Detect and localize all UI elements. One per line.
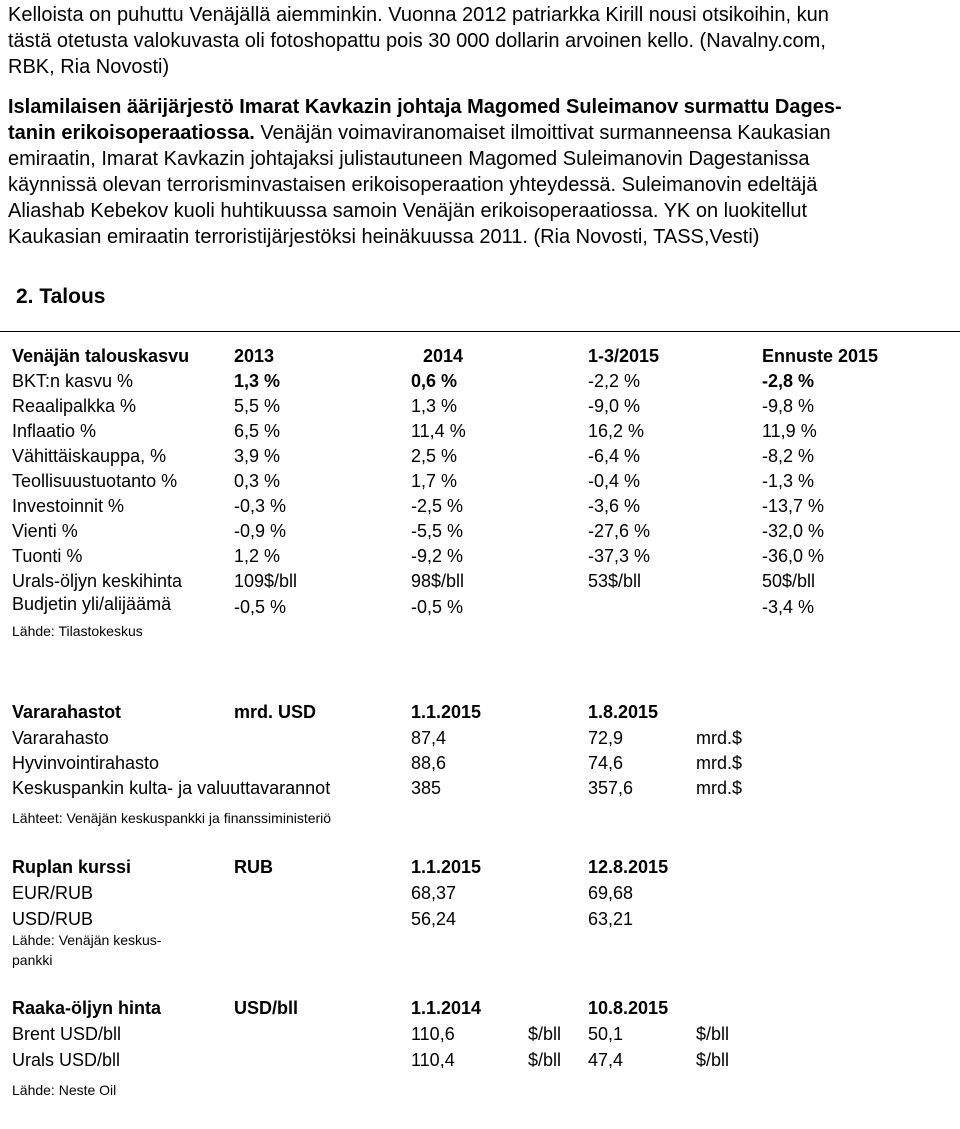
source-note: Lähde: Tilastokeskus <box>12 623 143 639</box>
table-cell: $/bll <box>696 1024 730 1044</box>
table-row <box>0 571 960 596</box>
table-header-cell: Vararahastot <box>12 702 122 722</box>
table-row <box>0 471 960 496</box>
table-cell: EUR/RUB <box>12 883 94 903</box>
table-header-cell: 1.1.2014 <box>411 998 482 1018</box>
table-cell: -3,4 % <box>762 597 815 617</box>
table-cell: 0,6 % <box>411 371 458 391</box>
table-cell: 72,9 <box>588 728 624 748</box>
table-cell: -27,6 % <box>588 521 651 541</box>
table-cell: $/bll <box>528 1024 562 1044</box>
table-cell: 11,4 % <box>411 421 466 441</box>
table-row <box>0 521 960 546</box>
table-cell: 16,2 % <box>588 421 645 441</box>
table-header-cell: RUB <box>234 857 273 877</box>
table-cell: Tuonti % <box>12 546 83 566</box>
table-header-cell: 1-3/2015 <box>588 346 660 366</box>
table-cell: 88,6 <box>411 753 447 773</box>
table-cell: Investoinnit % <box>12 496 125 516</box>
table-cell: -6,4 % <box>588 446 641 466</box>
divider-line <box>0 331 960 332</box>
table-header-cell: 10.8.2015 <box>588 998 669 1018</box>
table-header-row <box>0 998 960 1023</box>
table-cell: -37,3 % <box>588 546 651 566</box>
table-cell: mrd.$ <box>696 728 743 748</box>
table-row <box>0 421 960 446</box>
intro-line: RBK, Ria Novosti) <box>8 56 170 78</box>
news-paragraph <box>8 94 958 250</box>
table-cell: 5,5 % <box>234 396 281 416</box>
table-cell: mrd.$ <box>696 778 743 798</box>
table-header-cell: Venäjän talouskasvu <box>12 346 190 366</box>
table-cell: -9,2 % <box>411 546 464 566</box>
table-cell: Vararahasto <box>12 728 109 748</box>
table-cell: -0,5 % <box>234 597 287 617</box>
table-cell: Brent USD/bll <box>12 1024 122 1044</box>
table-header-row <box>0 702 960 727</box>
table-cell: 0,3 % <box>234 471 281 491</box>
source-note-line: pankki <box>12 952 53 968</box>
table-cell: -9,8 % <box>762 396 815 416</box>
table-cell: -1,3 % <box>762 471 815 491</box>
table-cell: 98$/bll <box>411 571 465 591</box>
table-row <box>0 446 960 471</box>
table-cell: $/bll <box>696 1050 730 1070</box>
news-text: emiraatin, Imarat Kavkazin johtajaksi julistautuneen Magomed Suleimanovin Dagestanissa <box>8 148 810 170</box>
source-note-line: Lähde: Venäjän keskus- <box>12 932 162 948</box>
table-cell: Vähittäiskauppa, % <box>12 446 167 466</box>
table-header-row <box>0 857 960 882</box>
table-header-cell: 2013 <box>234 346 275 366</box>
table-cell: mrd.$ <box>696 753 743 773</box>
news-headline-end: tanin erikoisoperaatiossa. <box>8 122 255 144</box>
table-cell: -5,5 % <box>411 521 464 541</box>
table-row <box>0 1050 960 1075</box>
table-cell: 357,6 <box>588 778 634 798</box>
table-cell: -13,7 % <box>762 496 825 516</box>
table-cell: 1,3 % <box>234 371 281 391</box>
source-note <box>12 930 161 970</box>
table-cell: Inflaatio % <box>12 421 97 441</box>
table-cell: 69,68 <box>588 883 634 903</box>
news-text: käynnissä olevan terrorisminvastaisen erikoisoperaation yhteydessä. Suleimanovin edeltäjä <box>8 174 818 196</box>
table-cell: 11,9 % <box>762 421 817 441</box>
intro-paragraph <box>8 2 958 80</box>
table-cell: 1,3 % <box>411 396 458 416</box>
table-cell: 47,4 <box>588 1050 624 1070</box>
table-cell: -0,5 % <box>411 597 464 617</box>
table-header-cell: USD/bll <box>234 998 299 1018</box>
table-cell: BKT:n kasvu % <box>12 371 134 391</box>
table-row <box>0 778 960 803</box>
section-heading: 2. Talous <box>16 285 106 308</box>
table-row <box>0 883 960 908</box>
table-cell: 1,2 % <box>234 546 281 566</box>
table-cell: Vienti % <box>12 521 78 541</box>
table-cell: 68,37 <box>411 883 457 903</box>
table-header-cell: 2014 <box>423 346 464 366</box>
table-header-cell: 1.1.2015 <box>411 702 482 722</box>
table-cell: Budjetin yli/alijäämä <box>12 594 172 614</box>
table-row <box>0 371 960 396</box>
news-text: Kaukasian emiraatin terroristijärjestöksi heinäkuussa 2011. (Ria Novosti, TASS,Vesti) <box>8 226 760 248</box>
table-cell: Urals-öljyn keskihinta <box>12 571 183 591</box>
table-cell: Keskuspankin kulta- ja valuuttavarannot <box>12 778 331 798</box>
table-cell: 53$/bll <box>588 571 642 591</box>
table-row <box>0 594 960 619</box>
table-cell: Hyvinvointirahasto <box>12 753 160 773</box>
table-cell: 63,21 <box>588 909 634 929</box>
table-cell: Reaalipalkka % <box>12 396 137 416</box>
table-cell: 2,5 % <box>411 446 458 466</box>
table-cell: 6,5 % <box>234 421 281 441</box>
table-row <box>0 1024 960 1049</box>
table-cell: -2,8 % <box>762 371 815 391</box>
table-header-cell: Ennuste 2015 <box>762 346 879 366</box>
table-cell: -3,6 % <box>588 496 641 516</box>
table-cell: 50,1 <box>588 1024 624 1044</box>
table-row <box>0 753 960 778</box>
table-cell: -0,4 % <box>588 471 641 491</box>
table-cell: USD/RUB <box>12 909 94 929</box>
table-cell: 110,6 <box>411 1024 455 1044</box>
table-header-cell: 1.1.2015 <box>411 857 482 877</box>
table-cell: $/bll <box>528 1050 562 1070</box>
table-header-row <box>0 346 960 371</box>
intro-line: Kelloista on puhuttu Venäjällä aiemminkin. Vuonna 2012 patriarkka Kirill nousi otsikoihin, kun <box>8 4 829 26</box>
news-headline: Islamilaisen äärijärjestö Imarat Kavkazin johtaja Magomed Suleimanov surmattu Dages- <box>8 96 842 118</box>
table-cell: -9,0 % <box>588 396 641 416</box>
table-cell: -8,2 % <box>762 446 815 466</box>
table-cell: Teollisuustuotanto % <box>12 471 178 491</box>
table-cell: 74,6 <box>588 753 624 773</box>
table-header-cell: 1.8.2015 <box>588 702 659 722</box>
source-note: Lähde: Neste Oil <box>12 1082 117 1098</box>
table-row <box>0 496 960 521</box>
table-cell: 1,7 % <box>411 471 458 491</box>
table-cell: 109$/bll <box>234 571 298 591</box>
table-header-cell: mrd. USD <box>234 702 317 722</box>
table-cell: 385 <box>411 778 442 798</box>
table-cell: 50$/bll <box>762 571 816 591</box>
table-cell: -0,3 % <box>234 496 287 516</box>
table-cell: -32,0 % <box>762 521 825 541</box>
news-text: Aliashab Kebekov kuoli huhtikuussa samoin Venäjän erikoisoperaatiossa. YK on luokitellut <box>8 200 808 222</box>
table-cell: -36,0 % <box>762 546 825 566</box>
table-header-cell: 12.8.2015 <box>588 857 669 877</box>
table-cell: 3,9 % <box>234 446 281 466</box>
source-note: Lähteet: Venäjän keskuspankki ja finanssiministeriö <box>12 810 332 826</box>
table-cell: 87,4 <box>411 728 447 748</box>
table-row <box>0 728 960 753</box>
table-cell: 110,4 <box>411 1050 455 1070</box>
table-header-cell: Raaka-öljyn hinta <box>12 998 162 1018</box>
table-cell: 56,24 <box>411 909 457 929</box>
table-cell: -2,5 % <box>411 496 464 516</box>
intro-line: tästä otetusta valokuvasta oli fotoshopattu pois 30 000 dollarin arvoinen kello. (Navalny.com, <box>8 30 826 52</box>
table-row <box>0 546 960 571</box>
table-cell: -2,2 % <box>588 371 641 391</box>
table-cell: Urals USD/bll <box>12 1050 121 1070</box>
table-header-cell: Ruplan kurssi <box>12 857 132 877</box>
news-text: Venäjän voimaviranomaiset ilmoittivat surmanneensa Kaukasian <box>254 122 831 144</box>
table-row <box>0 396 960 421</box>
table-cell: -0,9 % <box>234 521 287 541</box>
